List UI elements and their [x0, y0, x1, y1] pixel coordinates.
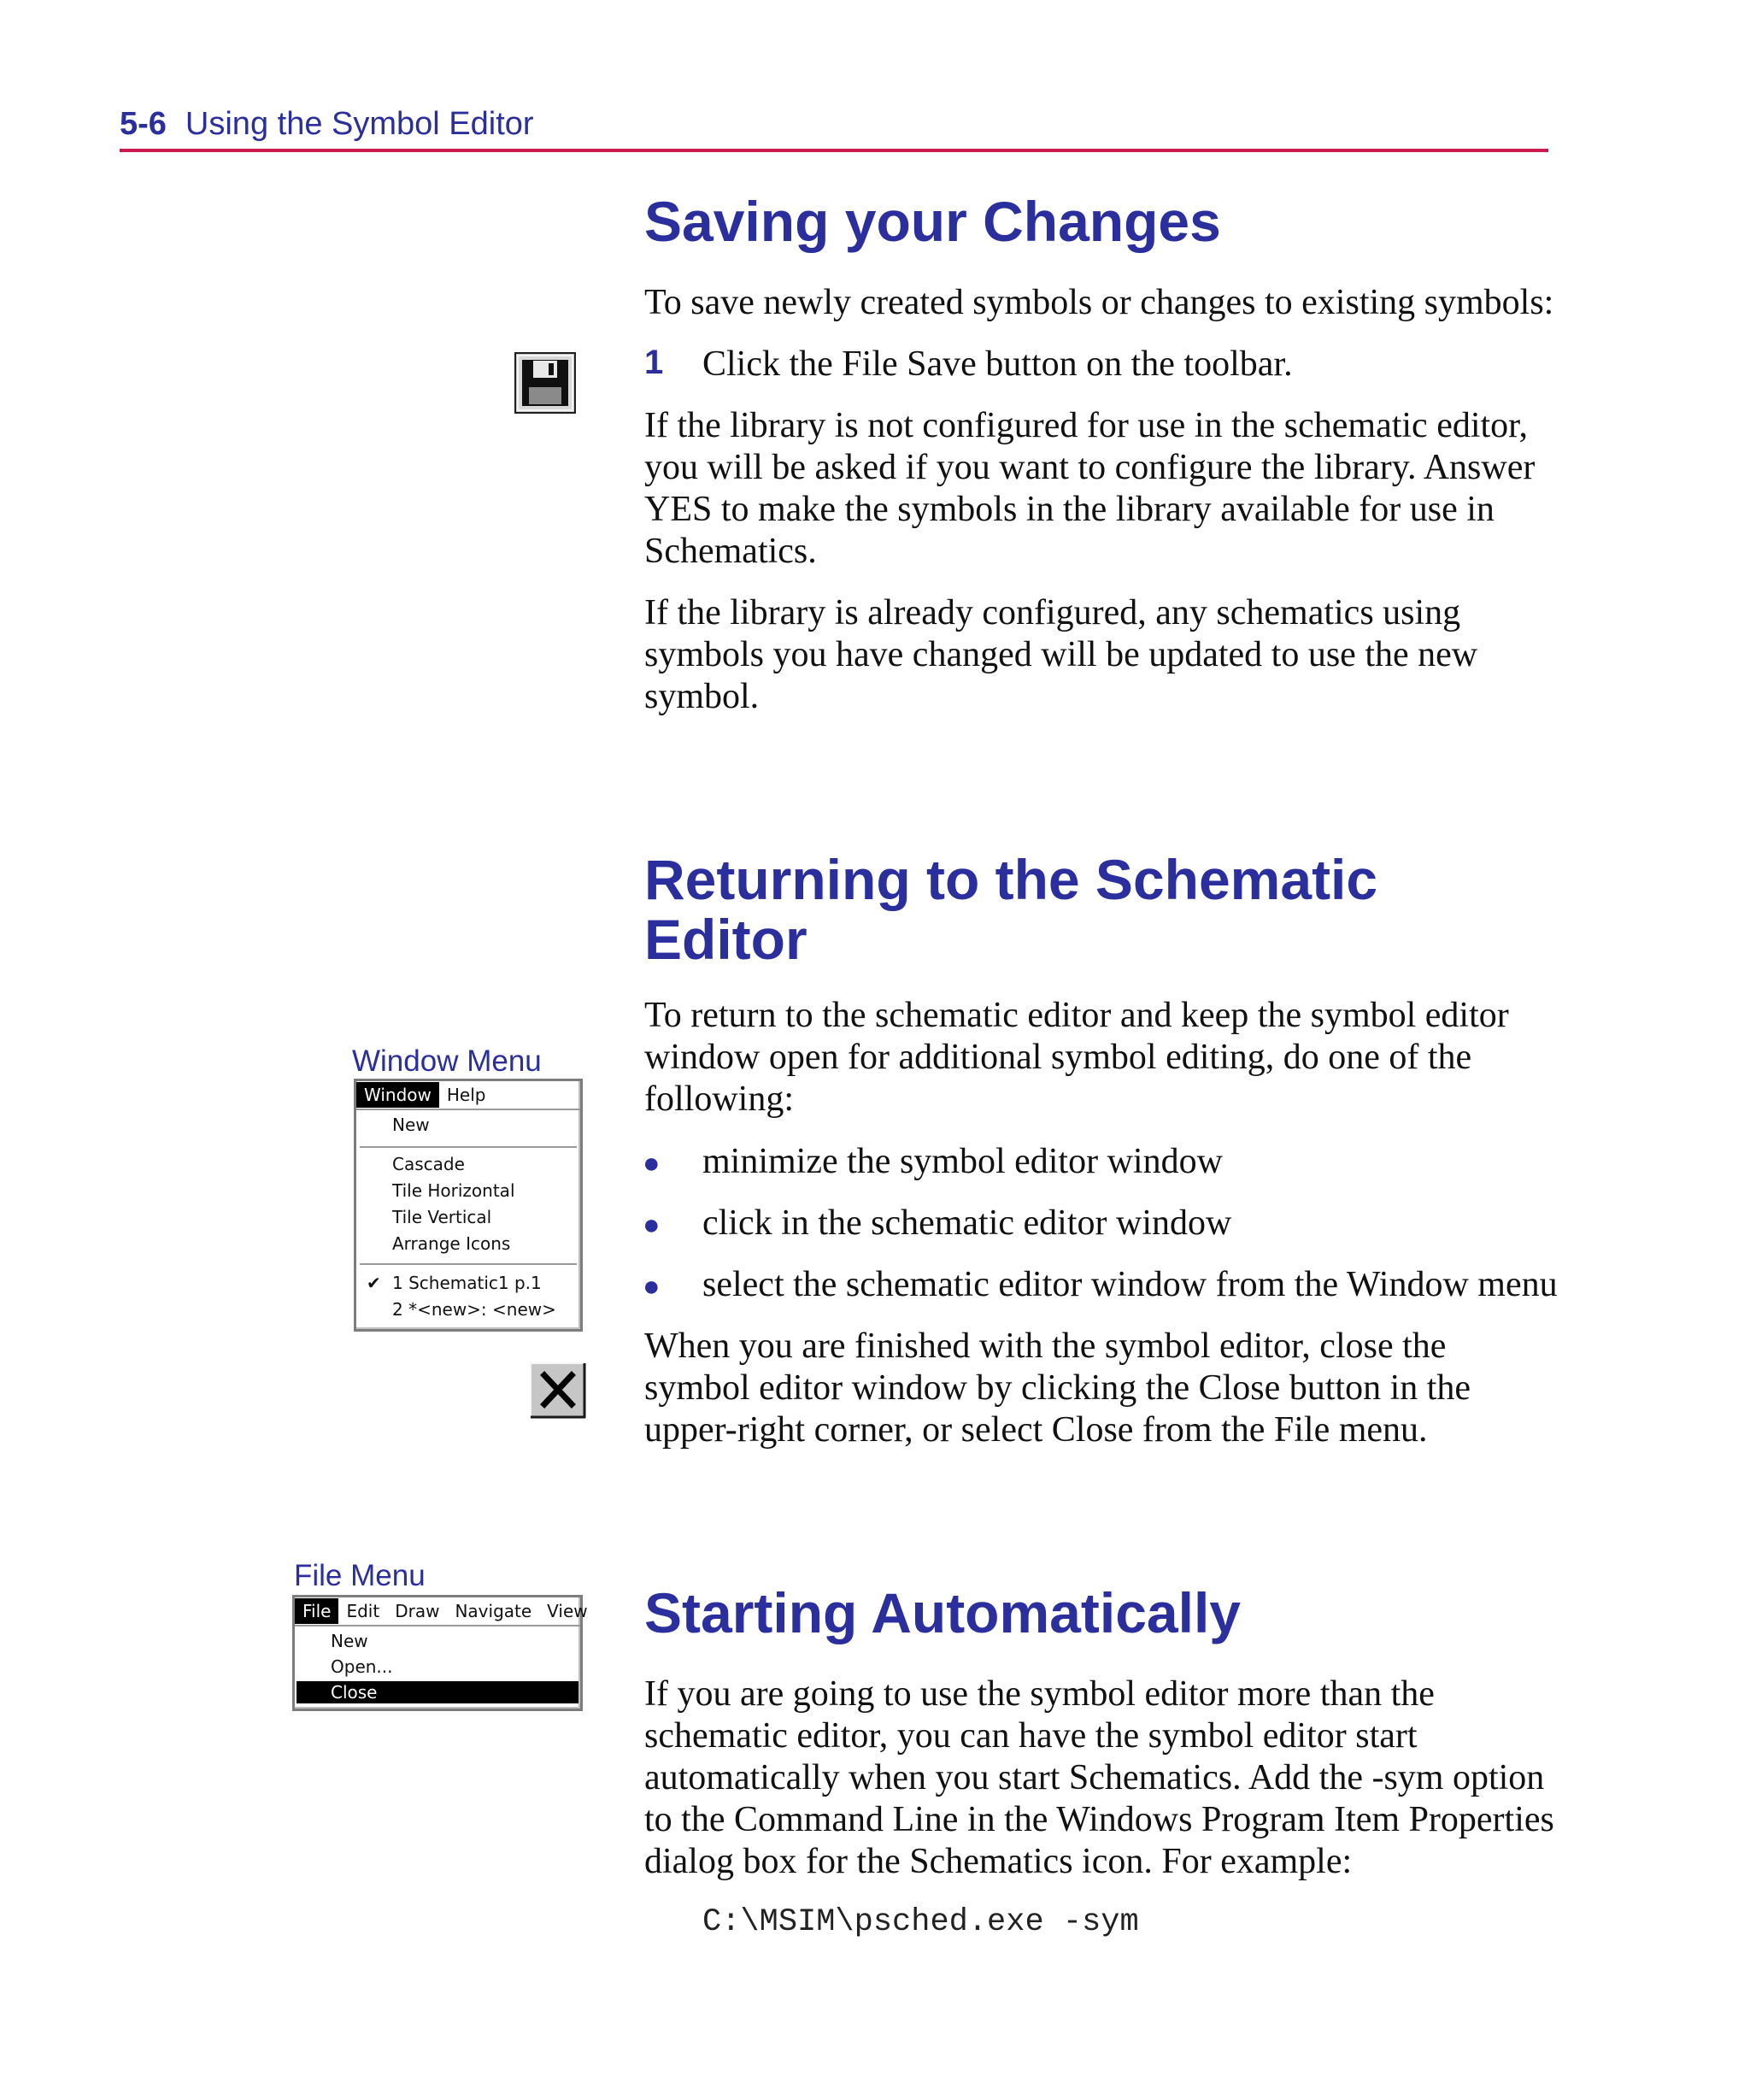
bullet-marker: ● — [643, 1209, 661, 1241]
menu-draw[interactable]: Draw — [395, 1601, 440, 1621]
menu-item-open[interactable]: Open... — [331, 1656, 393, 1677]
running-header — [120, 106, 534, 149]
starting-para: If you are going to use the symbol editor more than the schematic editor, you can have the symbol editor start automatically when you start Schematics. Add the -sym option to the Command Line in the Windows Program Item Properties dialog box for the Schematics icon. For example: — [644, 1674, 1554, 1881]
step-text: Click the File Save button on the toolbar. — [702, 344, 1293, 384]
saving-para-2: If the library is already configured, any schematics using symbols you have changed will be updated to use the new symbol. — [644, 593, 1478, 716]
menu-item-close[interactable]: Close — [297, 1681, 578, 1703]
menu-file[interactable]: File — [295, 1598, 338, 1624]
bullet-marker: ● — [643, 1271, 661, 1303]
file-menu-illustration — [292, 1595, 588, 1711]
bullet-marker: ● — [643, 1148, 661, 1179]
checkmark-icon: ✔ — [367, 1273, 381, 1293]
close-x-icon — [530, 1362, 586, 1419]
menu-item-new[interactable]: New — [331, 1631, 368, 1651]
bullet-item: select the schematic editor window from the Window menu — [702, 1265, 1558, 1304]
floppy-disk-icon — [514, 352, 576, 414]
menu-item-new[interactable]: New — [392, 1115, 430, 1135]
returning-para: When you are finished with the symbol editor, close the symbol editor window by clicking the Close button in the upper-right corner, or select Close from the File menu. — [644, 1326, 1471, 1450]
menu-navigate[interactable]: Navigate — [455, 1601, 532, 1621]
bullet-item: minimize the symbol editor window — [702, 1142, 1223, 1181]
menu-item-window-2[interactable]: 2 *<new>: <new> — [392, 1299, 556, 1320]
menu-window[interactable]: Window — [356, 1082, 439, 1108]
menu-item-tile-horizontal[interactable]: Tile Horizontal — [392, 1180, 515, 1201]
example-command: C:\MSIM\psched.exe -sym — [702, 1904, 1139, 1940]
menu-edit[interactable]: Edit — [346, 1601, 380, 1621]
returning-intro: To return to the schematic editor and keep the symbol editor window open for additional symbol editing, do one of the following: — [644, 996, 1509, 1119]
file-menu-bar — [295, 1597, 588, 1626]
chapter-title: Using the Symbol Editor — [185, 106, 534, 142]
section-title-returning-1: Returning to the Schematic — [644, 848, 1378, 911]
window-menu-caption: Window Menu — [352, 1044, 542, 1078]
menu-separator — [360, 1263, 577, 1265]
menu-help[interactable]: Help — [446, 1085, 486, 1105]
menu-item-window-1[interactable]: 1 Schematic1 p.1 — [392, 1273, 542, 1293]
section-title-returning-2: Editor — [644, 908, 807, 971]
saving-para-1: If the library is not configured for use in the schematic editor, you will be asked if you want to configure the library. Answer YES to make the symbols in the library available for use in Schematics. — [644, 406, 1536, 571]
menu-item-cascade[interactable]: Cascade — [392, 1154, 465, 1174]
saving-intro: To save newly created symbols or changes to existing symbols: — [644, 283, 1554, 322]
bullet-item: click in the schematic editor window — [702, 1203, 1232, 1243]
page-number: 5-6 — [120, 106, 167, 142]
menu-view[interactable]: View — [547, 1601, 588, 1621]
menu-separator — [360, 1146, 577, 1148]
step-number: 1 — [644, 344, 664, 381]
section-title-starting: Starting Automatically — [644, 1581, 1241, 1644]
menu-item-tile-vertical[interactable]: Tile Vertical — [392, 1207, 492, 1227]
window-menu-bar — [356, 1081, 580, 1110]
section-title-saving: Saving your Changes — [644, 190, 1221, 253]
window-menu-illustration — [354, 1079, 583, 1332]
menu-item-arrange-icons[interactable]: Arrange Icons — [392, 1233, 511, 1254]
header-rule — [120, 149, 1548, 152]
file-menu-caption: File Menu — [294, 1559, 426, 1592]
